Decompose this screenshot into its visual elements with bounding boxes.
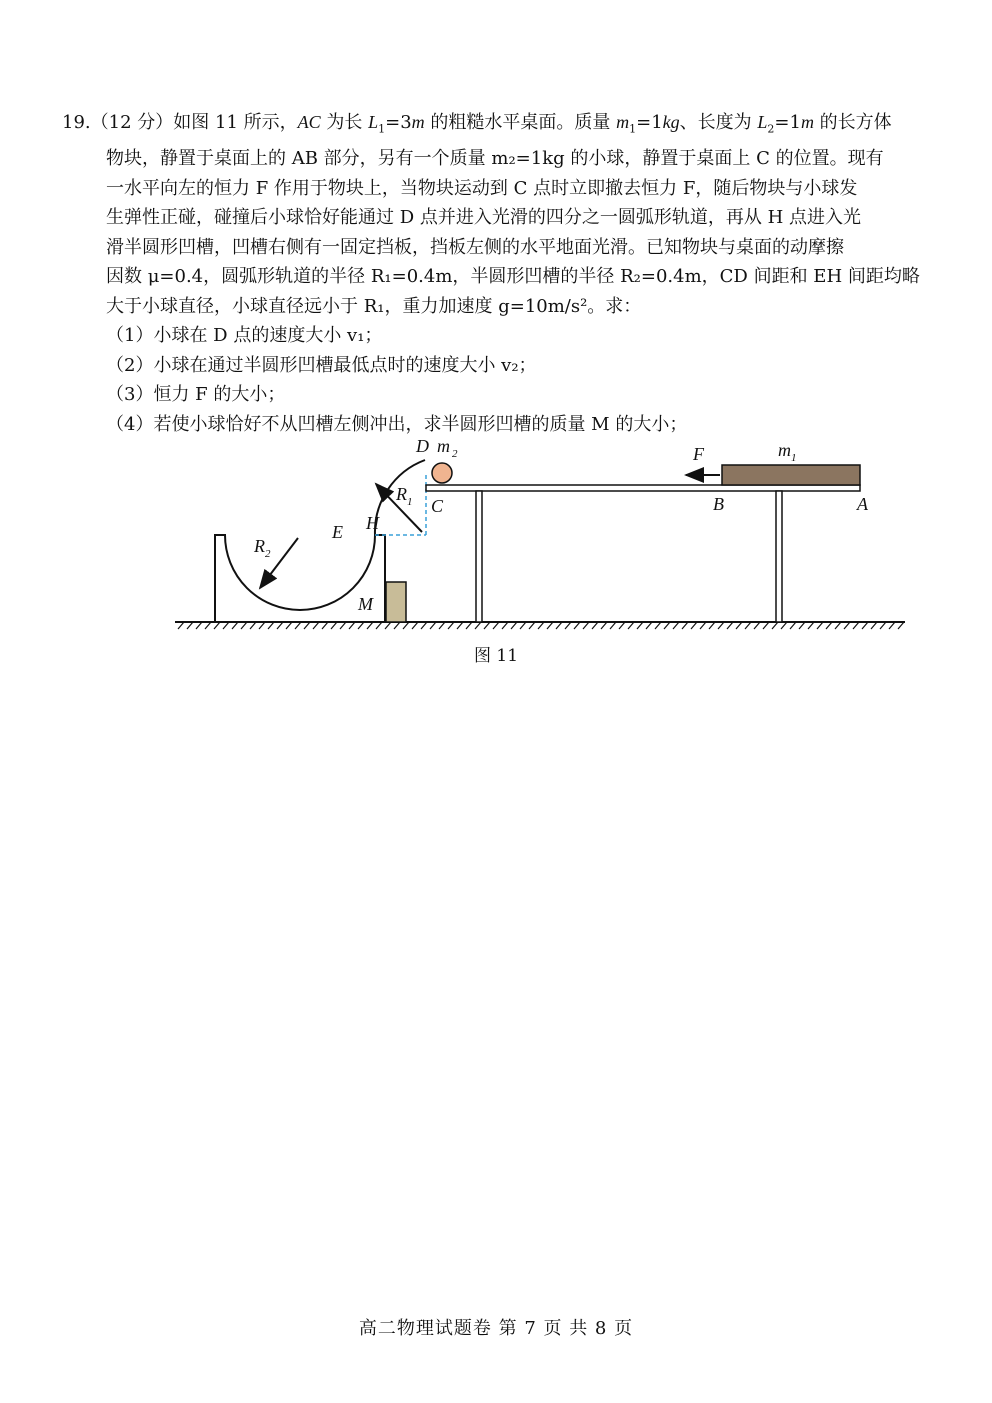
hatch-mark — [376, 622, 382, 629]
hatch-mark — [700, 622, 706, 629]
problem-line: 滑半圆形凹槽，凹槽右侧有一固定挡板，挡板左侧的水平地面光滑。已知物块与桌面的动摩擦 — [106, 236, 844, 258]
hatch-mark — [250, 622, 256, 629]
hatch-mark — [637, 622, 643, 629]
hatch-mark — [178, 622, 184, 629]
text-seg: L — [757, 112, 768, 132]
hatch-mark — [871, 622, 877, 629]
text-seg: 为长 — [320, 112, 369, 133]
hatch-mark — [655, 622, 661, 629]
label-R1: R — [396, 484, 407, 504]
hatch-mark — [529, 622, 535, 629]
table-leg-left — [476, 491, 482, 622]
hatch-mark — [322, 622, 328, 629]
hatch-mark — [853, 622, 859, 629]
hatch-mark — [781, 622, 787, 629]
hatch-mark — [448, 622, 454, 629]
hatch-mark — [385, 622, 391, 629]
label-m2-sub: 2 — [452, 448, 458, 460]
hatch-mark — [205, 622, 211, 629]
text-seg: 1 — [378, 122, 386, 136]
text-seg: kg — [662, 112, 680, 132]
text-seg: =3 — [385, 112, 412, 133]
hatch-mark — [817, 622, 823, 629]
hatch-mark — [799, 622, 805, 629]
text-seg: 的粗糙水平桌面。质量 — [424, 112, 617, 133]
text-seg: 、长度为 — [679, 112, 758, 133]
hatch-mark — [565, 622, 571, 629]
hatch-mark — [808, 622, 814, 629]
ground-hatch — [178, 622, 904, 629]
hatch-mark — [286, 622, 292, 629]
label-R2-sub: 2 — [265, 548, 271, 560]
figure-caption: 图 11 — [473, 646, 519, 666]
hatch-mark — [826, 622, 832, 629]
hatch-mark — [340, 622, 346, 629]
hatch-mark — [214, 622, 220, 629]
hatch-mark — [502, 622, 508, 629]
problem-19 — [62, 108, 932, 439]
text-seg: 2 — [767, 122, 775, 136]
table-leg-right — [776, 491, 782, 622]
label-m2: m — [437, 436, 450, 456]
hatch-mark — [511, 622, 517, 629]
label-M: M — [358, 594, 373, 614]
label-C: C — [431, 496, 444, 516]
problem-line: 大于小球直径，小球直径远小于 R₁，重力加速度 g=10m/s²。求： — [106, 295, 642, 317]
hatch-mark — [412, 622, 418, 629]
problem-line: 生弹性正碰，碰撞后小球恰好能通过 D 点并进入光滑的四分之一圆弧形轨道，再从 H 点进入光 — [106, 207, 862, 229]
label-R2: R — [254, 536, 265, 556]
text-seg: m — [411, 112, 425, 132]
hatch-mark — [682, 622, 688, 629]
hatch-mark — [457, 622, 463, 629]
problem-body — [106, 144, 932, 321]
hatch-mark — [718, 622, 724, 629]
hatch-mark — [727, 622, 733, 629]
text-seg: 1 — [629, 122, 637, 136]
hatch-mark — [367, 622, 373, 629]
hatch-mark — [466, 622, 472, 629]
hatch-mark — [646, 622, 652, 629]
hatch-mark — [430, 622, 436, 629]
hatch-mark — [574, 622, 580, 629]
text-seg: m — [616, 112, 630, 132]
hatch-mark — [691, 622, 697, 629]
hatch-mark — [835, 622, 841, 629]
hatch-mark — [772, 622, 778, 629]
text-seg: L — [368, 112, 379, 132]
label-R1-sub: 1 — [407, 496, 413, 508]
table-top — [426, 485, 860, 491]
text-seg: m — [800, 112, 814, 132]
hatch-mark — [196, 622, 202, 629]
hatch-mark — [187, 622, 193, 629]
hatch-mark — [241, 622, 247, 629]
hatch-mark — [763, 622, 769, 629]
hatch-mark — [259, 622, 265, 629]
label-B: B — [713, 494, 724, 514]
hatch-mark — [862, 622, 868, 629]
text-seg: =1 — [636, 112, 663, 133]
block-m1 — [722, 465, 860, 485]
hatch-mark — [223, 622, 229, 629]
hatch-mark — [493, 622, 499, 629]
hatch-mark — [673, 622, 679, 629]
hatch-mark — [745, 622, 751, 629]
label-F: F — [693, 444, 704, 464]
hatch-mark — [547, 622, 553, 629]
hatch-mark — [277, 622, 283, 629]
question-3: （3）恒力 F 的大小； — [106, 384, 286, 406]
hatch-mark — [664, 622, 670, 629]
page-footer: 高二物理试题卷 第 7 页 共 8 页 — [358, 1318, 634, 1339]
text-seg: 的长方体 — [813, 112, 892, 133]
hatch-mark — [232, 622, 238, 629]
hatch-mark — [268, 622, 274, 629]
hatch-mark — [844, 622, 850, 629]
hatch-mark — [592, 622, 598, 629]
hatch-mark — [295, 622, 301, 629]
text-seg: =1 — [774, 112, 801, 133]
hatch-mark — [520, 622, 526, 629]
text-seg: （12 分）如图 11 所示， — [90, 112, 298, 133]
hatch-mark — [898, 622, 904, 629]
label-A: A — [857, 494, 868, 514]
problem-number: 19. — [62, 112, 91, 133]
hatch-mark — [889, 622, 895, 629]
problem-line: 因数 μ=0.4，圆弧形轨道的半径 R₁=0.4m，半圆形凹槽的半径 R₂=0.4m，CD 间距和 EH 间距均略 — [106, 266, 920, 288]
text-seg: AC — [297, 112, 321, 132]
hatch-mark — [475, 622, 481, 629]
r2-arrow — [260, 538, 298, 588]
hatch-mark — [358, 622, 364, 629]
hatch-mark — [583, 622, 589, 629]
question-2: （2）小球在通过半圆形凹槽最低点时的速度大小 v₂； — [106, 354, 537, 376]
hatch-mark — [790, 622, 796, 629]
hatch-mark — [619, 622, 625, 629]
hatch-mark — [484, 622, 490, 629]
hatch-mark — [880, 622, 886, 629]
hatch-mark — [304, 622, 310, 629]
hatch-mark — [610, 622, 616, 629]
hatch-mark — [538, 622, 544, 629]
hatch-mark — [601, 622, 607, 629]
hatch-mark — [349, 622, 355, 629]
problem-line: 物块，静置于桌面上的 AB 部分，另有一个质量 m₂=1kg 的小球，静置于桌面上 C 的位置。现有 — [106, 148, 884, 170]
hatch-mark — [754, 622, 760, 629]
hatch-mark — [403, 622, 409, 629]
hatch-mark — [736, 622, 742, 629]
ball-m2 — [432, 463, 452, 483]
figure-11-diagram — [170, 430, 910, 640]
hatch-mark — [439, 622, 445, 629]
hatch-mark — [421, 622, 427, 629]
question-1: （1）小球在 D 点的速度大小 v₁； — [106, 325, 383, 347]
hatch-mark — [331, 622, 337, 629]
hatch-mark — [628, 622, 634, 629]
hatch-mark — [709, 622, 715, 629]
label-D: D — [416, 436, 429, 456]
stopper-block — [386, 582, 406, 622]
problem-first-line — [62, 108, 932, 144]
question-4: （4）若使小球恰好不从凹槽左侧冲出，求半圆形凹槽的质量 M 的大小； — [106, 413, 688, 435]
label-m1: m — [778, 440, 791, 460]
label-m1-sub: 1 — [791, 452, 797, 464]
hatch-mark — [313, 622, 319, 629]
problem-line: 一水平向左的恒力 F 作用于物块上，当物块运动到 C 点时立即撤去恒力 F，随后物块与小球发 — [106, 177, 858, 199]
label-E: E — [332, 522, 343, 542]
label-H: H — [366, 513, 379, 533]
hatch-mark — [394, 622, 400, 629]
hatch-mark — [556, 622, 562, 629]
